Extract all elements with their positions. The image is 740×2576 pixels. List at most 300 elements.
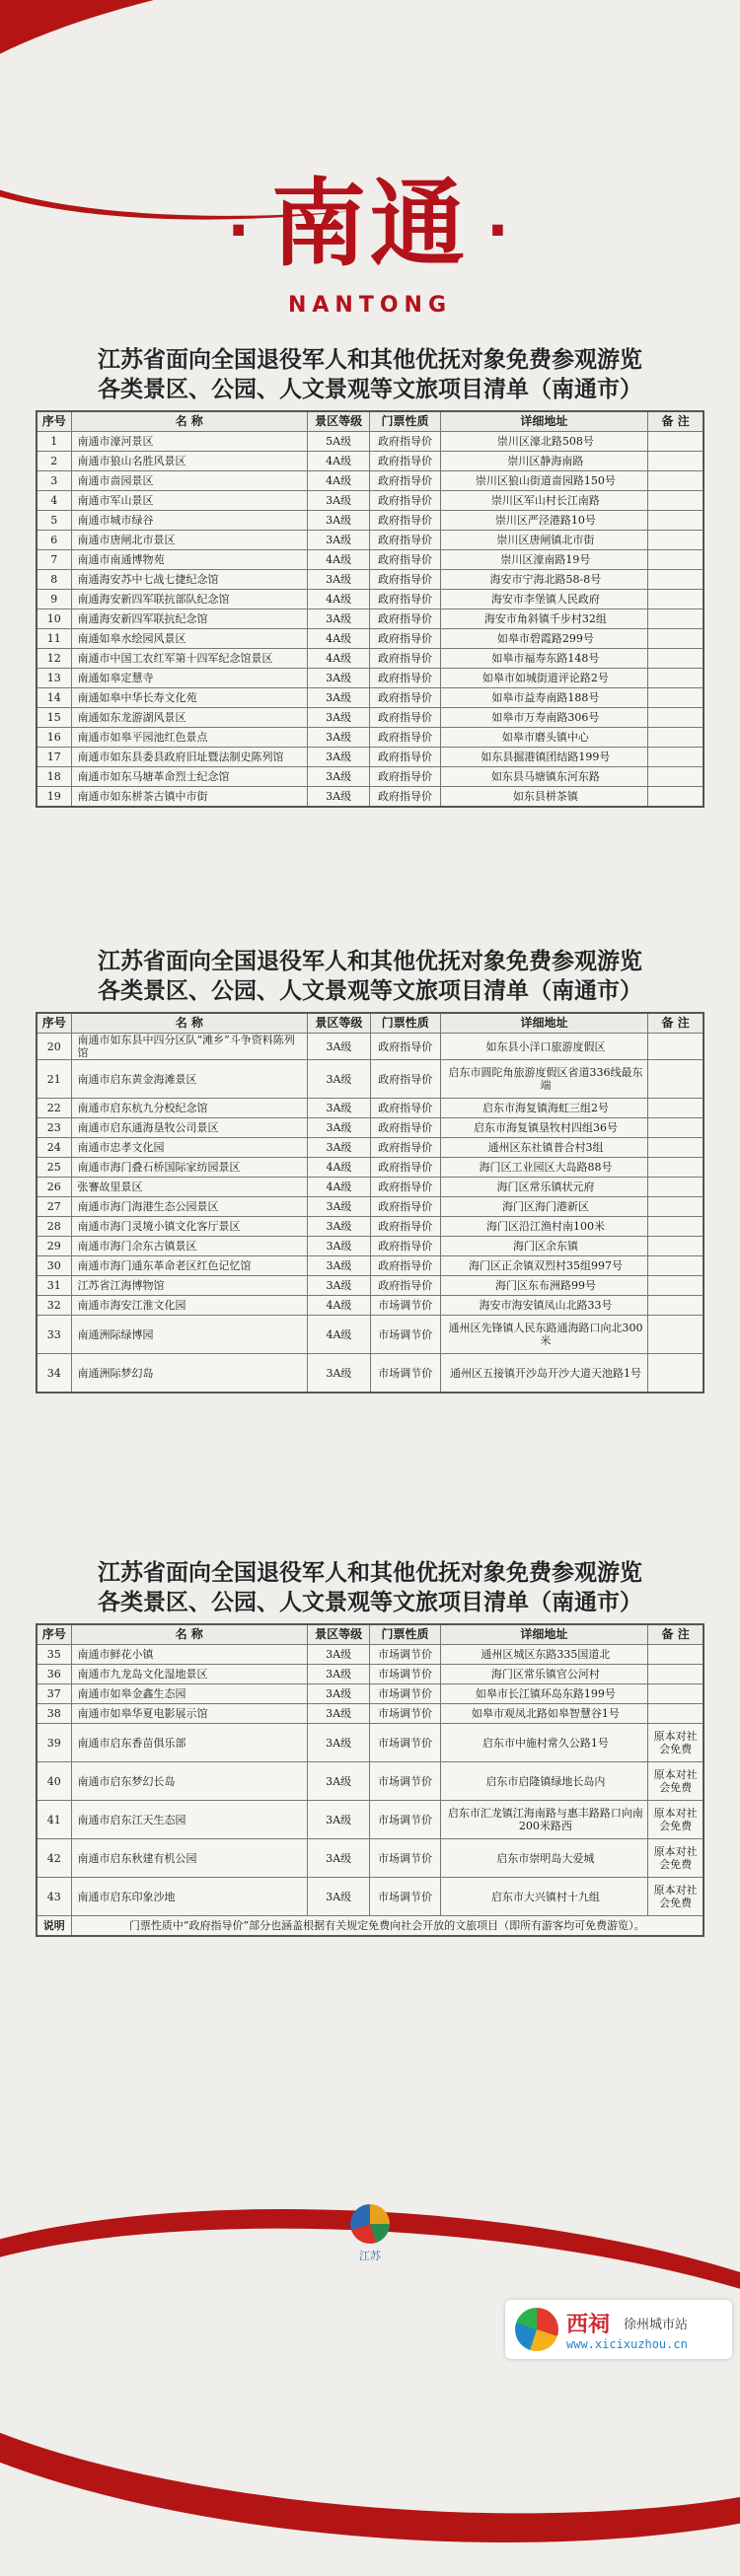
attraction-table-2 [36,1012,704,1394]
ticket-type: 政府指导价 [370,471,440,491]
row-index: 27 [37,1197,71,1217]
attraction-name: 南通如皋水绘园风景区 [71,629,307,649]
address: 启东市汇龙镇江海南路与惠丰路路口向南200米路西 [440,1801,648,1839]
attraction-table-3 [36,1623,704,1937]
row-index: 12 [37,649,71,669]
ticket-type: 政府指导价 [370,609,440,629]
table-row [37,511,703,531]
ticket-type: 政府指导价 [370,1197,440,1217]
remark: 原本对社会免费 [648,1762,703,1801]
ticket-type: 政府指导价 [370,1178,440,1197]
section-title-line2: 各类景区、公园、人文景观等文旅项目清单（南通市） [98,1589,642,1615]
note-label: 说明 [37,1916,71,1937]
attraction-name: 南通市狼山名胜风景区 [71,452,307,471]
address: 如东县马塘镇东河东路 [440,767,648,787]
attraction-name: 南通市忠孝文化园 [71,1138,308,1158]
address: 海门区常乐镇状元府 [440,1178,648,1197]
remark [648,1316,703,1354]
address: 如皋市如城街道评论路2号 [440,669,648,688]
table-row [37,1645,703,1665]
attraction-name: 南通市启东秋建有机公园 [71,1839,307,1878]
row-index: 8 [37,570,71,590]
table-row [37,590,703,609]
table-row [37,1724,703,1762]
scenic-grade: 4A级 [308,1158,370,1178]
section-1 [0,345,740,808]
table-row [37,1034,703,1060]
row-index: 30 [37,1256,71,1276]
scenic-grade: 3A级 [308,1034,370,1060]
ticket-type: 市场调节价 [370,1684,440,1704]
scenic-grade: 3A级 [307,1645,370,1665]
remark [648,1197,703,1217]
address: 崇川区唐闸镇北市街 [440,531,648,550]
address: 海安市宁海北路58-8号 [440,570,648,590]
row-index: 15 [37,708,71,728]
row-index: 33 [37,1316,71,1354]
ticket-type: 市场调节价 [370,1316,440,1354]
remark [648,728,703,748]
row-index: 16 [37,728,71,748]
row-index: 38 [37,1704,71,1724]
watermark-city: 徐州城市站 [624,2318,689,2332]
table-row [37,629,703,649]
ticket-type: 市场调节价 [370,1839,440,1878]
scenic-grade: 3A级 [307,1724,370,1762]
address: 崇川区濠北路508号 [440,432,648,452]
ticket-type: 市场调节价 [370,1354,440,1394]
remark [648,1158,703,1178]
remark [648,1118,703,1138]
row-index: 4 [37,491,71,511]
row-index: 3 [37,471,71,491]
table-row [37,1801,703,1839]
row-index: 40 [37,1762,71,1801]
ticket-type: 市场调节价 [370,1762,440,1801]
row-index: 34 [37,1354,71,1394]
address: 海门区工业园区大岛路88号 [440,1158,648,1178]
attraction-name: 南通市如东县中四分区队“滩乡”斗争资料陈列馆 [71,1034,308,1060]
table-header-row [37,1013,703,1034]
row-index: 36 [37,1665,71,1684]
scenic-grade: 3A级 [308,1060,370,1099]
attraction-name: 南通市如东县委县政府旧址暨法制史陈列馆 [71,748,307,767]
scenic-grade: 3A级 [307,1762,370,1801]
column-header: 景区等级 [308,1013,370,1034]
address: 海安市海安镇凤山北路33号 [440,1296,648,1316]
section-title-line2: 各类景区、公园、人文景观等文旅项目清单（南通市） [98,376,642,402]
table-row [37,1296,703,1316]
attraction-name: 南通市九龙岛文化湿地景区 [71,1665,307,1684]
address: 通州区东社镇普合村3组 [440,1138,648,1158]
note-row [37,1916,703,1937]
scenic-grade: 3A级 [308,1217,370,1237]
watermark-url: www.xicixuzhou.cn [566,2337,688,2351]
remark [648,1178,703,1197]
row-index: 41 [37,1801,71,1839]
column-header: 详细地址 [440,1013,648,1034]
address: 如皋市磨头镇中心 [440,728,648,748]
scenic-grade: 3A级 [308,1099,370,1118]
column-header: 景区等级 [307,411,370,432]
column-header: 序号 [37,1013,71,1034]
attraction-name: 南通洲际绿博园 [71,1316,308,1354]
title-dot-right: · [486,195,513,265]
column-header: 详细地址 [440,1624,648,1645]
scenic-grade: 3A级 [307,491,370,511]
logo-icon [350,2204,390,2244]
scenic-grade: 3A级 [307,1801,370,1839]
ticket-type: 政府指导价 [370,550,440,570]
scenic-grade: 4A级 [308,1178,370,1197]
address: 崇川区军山村长江南路 [440,491,648,511]
column-header: 名 称 [71,1624,307,1645]
attraction-name: 南通市如皋金鑫生态园 [71,1684,307,1704]
row-index: 25 [37,1158,71,1178]
row-index: 43 [37,1878,71,1916]
title-dot-left: · [227,195,254,265]
ticket-type: 政府指导价 [370,748,440,767]
remark [648,1704,703,1724]
attraction-name: 南通海安新四军联抗部队纪念馆 [71,590,307,609]
remark [648,649,703,669]
row-index: 26 [37,1178,71,1197]
table-row [37,1060,703,1099]
attraction-name: 南通市鲜花小镇 [71,1645,307,1665]
remark [648,1138,703,1158]
ticket-type: 政府指导价 [370,1118,440,1138]
scenic-grade: 3A级 [307,728,370,748]
row-index: 6 [37,531,71,550]
ticket-type: 政府指导价 [370,511,440,531]
section-title-line2: 各类景区、公园、人文景观等文旅项目清单（南通市） [98,977,642,1004]
scenic-grade: 4A级 [307,649,370,669]
remark [648,609,703,629]
ticket-type: 政府指导价 [370,629,440,649]
watermark [505,2300,732,2359]
attraction-name: 南通如皋定慧寺 [71,669,307,688]
scenic-grade: 3A级 [307,1665,370,1684]
address: 海门区正余镇双烈村35组997号 [440,1256,648,1276]
column-header: 门票性质 [370,1013,440,1034]
attraction-name: 南通市啬园景区 [71,471,307,491]
ticket-type: 政府指导价 [370,570,440,590]
attraction-name: 南通市中国工农红军第十四军纪念馆景区 [71,649,307,669]
column-header: 名 称 [71,1013,308,1034]
address: 海门区常乐镇官公河村 [440,1665,648,1684]
remark [648,1276,703,1296]
column-header: 详细地址 [440,411,648,432]
attraction-name: 南通市启东香苗俱乐部 [71,1724,307,1762]
table-row [37,531,703,550]
attraction-name: 南通市启东通海垦牧公司景区 [71,1118,308,1138]
remark [648,491,703,511]
address: 通州区先锋镇人民东路通海路口向北300米 [440,1316,648,1354]
column-header: 备 注 [648,411,703,432]
row-index: 39 [37,1724,71,1762]
scenic-grade: 4A级 [307,590,370,609]
remark [648,432,703,452]
address: 如皋市福寿东路148号 [440,649,648,669]
attraction-name: 南通市如皋平园池红色景点 [71,728,307,748]
address: 如皋市观凤北路如皋智慧谷1号 [440,1704,648,1724]
scenic-grade: 3A级 [307,609,370,629]
scenic-grade: 3A级 [308,1118,370,1138]
address: 启东市大兴镇村十九组 [440,1878,648,1916]
remark [648,708,703,728]
ticket-type: 政府指导价 [370,491,440,511]
row-index: 31 [37,1276,71,1296]
attraction-name: 南通市城市绿谷 [71,511,307,531]
attraction-name: 南通市濠河景区 [71,432,307,452]
ticket-type: 政府指导价 [370,708,440,728]
section-title-line1: 江苏省面向全国退役军人和其他优抚对象免费参观游览 [98,346,642,373]
row-index: 14 [37,688,71,708]
scenic-grade: 3A级 [308,1256,370,1276]
remark [648,550,703,570]
xici-logo-icon [515,2308,558,2351]
column-header: 备 注 [648,1624,703,1645]
row-index: 24 [37,1138,71,1158]
table-row [37,787,703,808]
table-row [37,1704,703,1724]
row-index: 35 [37,1645,71,1665]
scenic-grade: 3A级 [307,767,370,787]
table-row [37,1099,703,1118]
column-header: 序号 [37,1624,71,1645]
scenic-grade: 3A级 [307,570,370,590]
table-row [37,570,703,590]
row-index: 22 [37,1099,71,1118]
attraction-name: 南通市海门余东古镇景区 [71,1237,308,1256]
note-text: 门票性质中“政府指导价”部分也涵盖根据有关规定免费向社会开放的文旅项目（即所有游客均可免费游览）。 [71,1916,703,1937]
remark [648,590,703,609]
address: 海安市角斜镇千步村32组 [440,609,648,629]
row-index: 7 [37,550,71,570]
address: 通州区五接镇开沙岛开沙大道天池路1号 [440,1354,648,1394]
scenic-grade: 3A级 [307,748,370,767]
row-index: 42 [37,1839,71,1878]
ticket-type: 政府指导价 [370,590,440,609]
address: 如皋市益寿南路188号 [440,688,648,708]
row-index: 32 [37,1296,71,1316]
scenic-grade: 3A级 [307,1839,370,1878]
jiangsu-tourism-logo [340,2204,400,2283]
remark: 原本对社会免费 [648,1839,703,1878]
ticket-type: 政府指导价 [370,1158,440,1178]
column-header: 门票性质 [370,411,440,432]
address: 如东县小洋口旅游度假区 [440,1034,648,1060]
remark [648,511,703,531]
city-name-en: NANTONG [287,292,453,318]
ticket-type: 市场调节价 [370,1704,440,1724]
table-row [37,432,703,452]
scenic-grade: 3A级 [308,1138,370,1158]
logo-text: 江苏 [359,2250,381,2262]
remark [648,452,703,471]
row-index: 9 [37,590,71,609]
ticket-type: 市场调节价 [370,1296,440,1316]
scenic-grade: 3A级 [308,1197,370,1217]
remark [648,1099,703,1118]
scenic-grade: 4A级 [307,452,370,471]
attraction-name: 南通市海门海港生态公园景区 [71,1197,308,1217]
attraction-name: 南通市海门叠石桥国际家纺园景区 [71,1158,308,1178]
row-index: 20 [37,1034,71,1060]
scenic-grade: 3A级 [307,531,370,550]
ticket-type: 政府指导价 [370,432,440,452]
attraction-name: 南通海安新四军联抗纪念馆 [71,609,307,629]
address: 启东市启隆镇绿地长岛内 [440,1762,648,1801]
address: 海门区余东镇 [440,1237,648,1256]
table-row [37,1684,703,1704]
address: 海门区沿江渔村南100米 [440,1217,648,1237]
remark [648,1665,703,1684]
section-title-line1: 江苏省面向全国退役军人和其他优抚对象免费参观游览 [98,948,642,974]
attraction-name: 南通海安苏中七战七捷纪念馆 [71,570,307,590]
scenic-grade: 5A级 [307,432,370,452]
attraction-name: 南通市启东杭九分校纪念馆 [71,1099,308,1118]
scenic-grade: 3A级 [307,708,370,728]
ticket-type: 市场调节价 [370,1878,440,1916]
row-index: 2 [37,452,71,471]
column-header: 备 注 [648,1013,703,1034]
table-row [37,1118,703,1138]
attraction-name: 南通市启东江天生态园 [71,1801,307,1839]
section-3 [0,1558,740,1937]
table-row [37,1256,703,1276]
table-row [37,550,703,570]
table-row [37,649,703,669]
remark: 原本对社会免费 [648,1878,703,1916]
table-row [37,1316,703,1354]
table-row [37,1276,703,1296]
remark [648,1060,703,1099]
scenic-grade: 3A级 [308,1276,370,1296]
attraction-name: 南通市南通博物苑 [71,550,307,570]
attraction-name: 张謇故里景区 [71,1178,308,1197]
address: 如皋市长江镇环岛东路199号 [440,1684,648,1704]
table-row [37,748,703,767]
table-row [37,688,703,708]
row-index: 19 [37,787,71,808]
remark [648,531,703,550]
address: 启东市中施村常久公路1号 [440,1724,648,1762]
scenic-grade: 3A级 [308,1237,370,1256]
remark [648,748,703,767]
remark [648,1684,703,1704]
attraction-name: 南通市海门通东革命老区红色记忆馆 [71,1256,308,1276]
table-row [37,728,703,748]
ticket-type: 政府指导价 [370,728,440,748]
remark [648,1296,703,1316]
row-index: 13 [37,669,71,688]
remark [648,1237,703,1256]
attraction-name: 南通如东龙游湖风景区 [71,708,307,728]
ticket-type: 政府指导价 [370,452,440,471]
address: 启东市圆陀角旅游度假区省道336线最东端 [440,1060,648,1099]
attraction-name: 南通市如东栟茶古镇中市街 [71,787,307,808]
remark [648,1645,703,1665]
row-index: 5 [37,511,71,531]
table-row [37,1354,703,1394]
address: 海门区东布洲路99号 [440,1276,648,1296]
address: 崇川区严泾港路10号 [440,511,648,531]
attraction-name: 南通市如东马塘革命烈士纪念馆 [71,767,307,787]
section-2 [0,947,740,1394]
address: 通州区城区东路335国道北 [440,1645,648,1665]
table-row [37,669,703,688]
scenic-grade: 3A级 [307,688,370,708]
table-row [37,1158,703,1178]
ticket-type: 市场调节价 [370,1724,440,1762]
table-row [37,1197,703,1217]
address: 如皋市万寿南路306号 [440,708,648,728]
remark [648,688,703,708]
remark [648,471,703,491]
ticket-type: 政府指导价 [370,1034,440,1060]
scenic-grade: 3A级 [308,1354,370,1394]
row-index: 18 [37,767,71,787]
scenic-grade: 4A级 [307,550,370,570]
row-index: 37 [37,1684,71,1704]
ticket-type: 市场调节价 [370,1645,440,1665]
remark [648,1256,703,1276]
city-title [0,170,740,285]
table-row [37,452,703,471]
table-row [37,1839,703,1878]
ticket-type: 政府指导价 [370,1217,440,1237]
attraction-name: 南通市海安江淮文化园 [71,1296,308,1316]
scenic-grade: 3A级 [307,1704,370,1724]
scenic-grade: 4A级 [307,629,370,649]
city-name-cn: 南通 [271,169,469,279]
remark [648,629,703,649]
address: 海门区海门港新区 [440,1197,648,1217]
table-row [37,1237,703,1256]
remark [648,669,703,688]
remark [648,787,703,808]
address: 启东市海复镇海虹三组2号 [440,1099,648,1118]
row-index: 21 [37,1060,71,1099]
ticket-type: 政府指导价 [370,531,440,550]
scenic-grade: 4A级 [308,1316,370,1354]
remark [648,1354,703,1394]
address: 崇川区濠南路19号 [440,550,648,570]
attraction-name: 江苏省江海博物馆 [71,1276,308,1296]
attraction-name: 南通市唐闸北市景区 [71,531,307,550]
table-row [37,1665,703,1684]
ticket-type: 市场调节价 [370,1665,440,1684]
address: 海安市李堡镇人民政府 [440,590,648,609]
ticket-type: 政府指导价 [370,1276,440,1296]
attraction-name: 南通市海门灵境小镇文化客厅景区 [71,1217,308,1237]
scenic-grade: 3A级 [307,1684,370,1704]
ticket-type: 政府指导价 [370,1237,440,1256]
address: 崇川区静海南路 [440,452,648,471]
attraction-name: 南通市军山景区 [71,491,307,511]
table-row [37,1878,703,1916]
table-row [37,471,703,491]
section-title-line1: 江苏省面向全国退役军人和其他优抚对象免费参观游览 [98,1559,642,1586]
remark [648,767,703,787]
row-index: 29 [37,1237,71,1256]
table-row [37,767,703,787]
address: 如东县掘港镇团结路199号 [440,748,648,767]
ticket-type: 政府指导价 [370,1138,440,1158]
scenic-grade: 3A级 [307,1878,370,1916]
attraction-name: 南通市启东梦幻长岛 [71,1762,307,1801]
